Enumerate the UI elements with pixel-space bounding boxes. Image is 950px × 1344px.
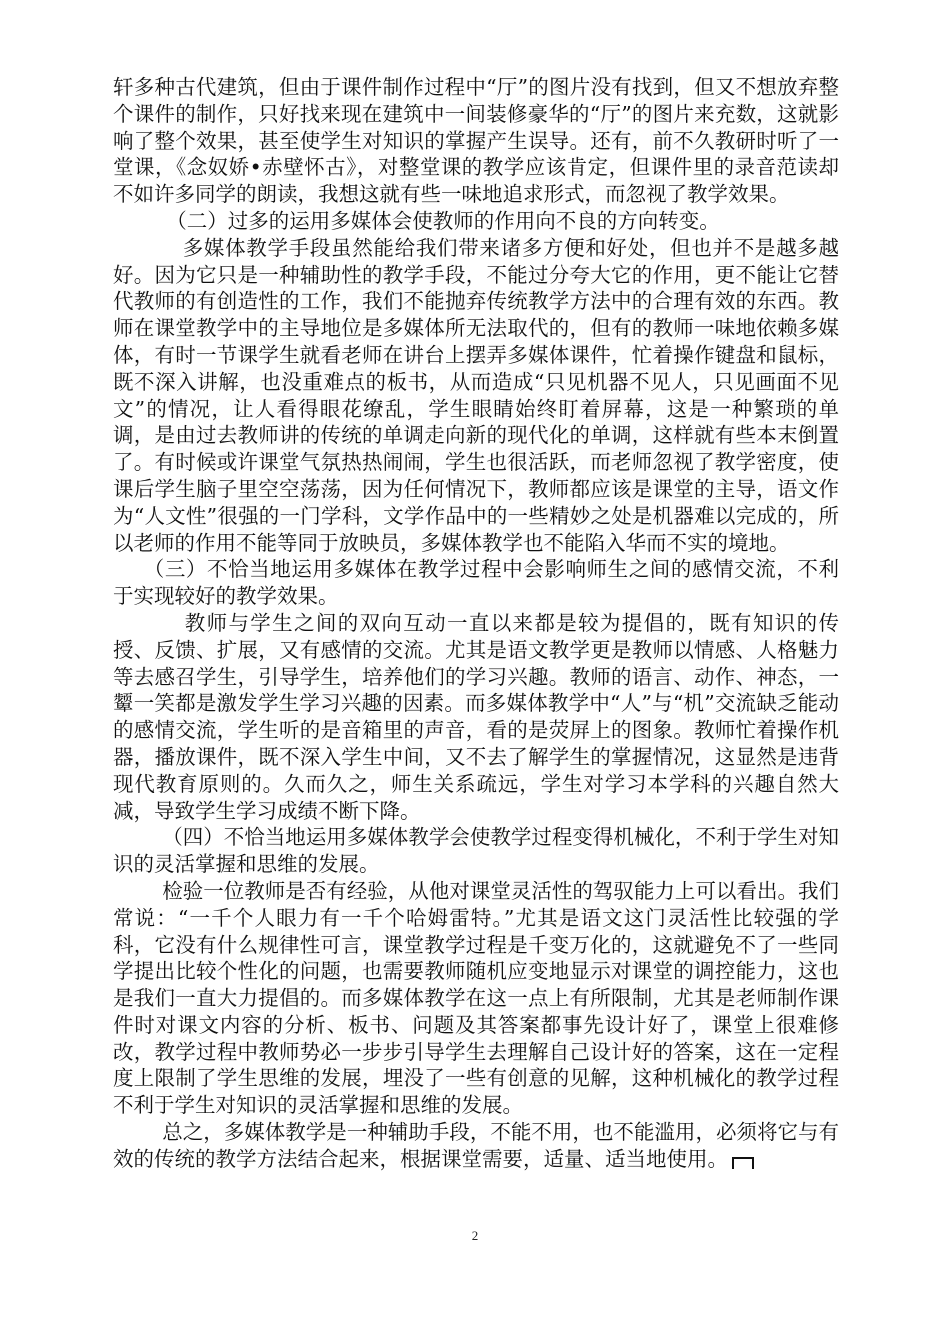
section-heading-2: （二）过多的运用多媒体会使教师的作用向不良的方向转变。 (166, 208, 720, 233)
section-heading-3: （三）不恰当地运用多媒体在教学过程中会影响师生之间的感情交流，不利于实现较好的教学效果。 (113, 557, 839, 609)
paragraph-section-2: 多媒体教学手段虽然能给我们带来诸多方便和好处，但也并不是越多越好。因为它只是一种辅助性的教学手段，不能过分夸大它的作用，更不能让它替代教师的有创造性的工作，我们不能抛弃传统教学方法中的合理有效的东西。教师在课堂教学中的主导地位是多媒体所无法取代的，但有的教师一味地依赖多媒体，有时一节课学生就看老师在讲台上摆弄多媒体课件，忙着操作键盘和鼠标，既不深入讲解，也没重难点的板书，从而造成“只见机器不见人，只见画面不见文”的情况，让人看得眼花缭乱，学生眼睛始终盯着屏幕，这是一种繁琐的单调，是由过去教师讲的传统的单调走向新的现代化的单调，这样就有些本末倒置了。有时候或许课堂气氛热热闹闹，学生也很活跃，而老师忽视了教学密度，使课后学生脑子里空空荡荡，因为任何情况下，教师都应该是课堂的主导，语文作为“人文性”很强的一门学科，文学作品中的一些精妙之处是机器难以完成的，所以老师的作用不能等同于放映员，多媒体教学也不能陷入华而不实的境地。 (113, 235, 839, 555)
paragraph-section-4: 检验一位教师是否有经验，从他对课堂灵活性的驾驭能力上可以看出。我们常说：“一千个人眼力有一千个哈姆雷特。”尤其是语文这门灵活性比较强的学科，它没有什么规律性可言，课堂教学过程是千变万化的，这就避免不了一些同学提出比较个性化的问题，也需要教师随机应变地显示对课堂的调控能力，这也是我们一直大力提倡的。而多媒体教学在这一点上有所限制，尤其是老师制作课件时对课文内容的分析、板书、问题及其答案都事先设计好了，课堂上很难修改，教学过程中教师势必一步步引导学生去理解自己设计好的答案，这在一定程度上限制了学生思维的发展，埋没了一些有创意的见解，这种机械化的教学过程不利于学生对知识的灵活掌握和思维的发展。 (113, 878, 839, 1118)
page-number: 2 (471, 1228, 479, 1243)
document-body (113, 74, 839, 1173)
paragraph-continued: 轩多种古代建筑，但由于课件制作过程中“厅”的图片没有找到，但又不想放弃整个课件的制作，只好找来现在建筑中一间装修豪华的“厅”的图片来充数，这就影响了整个效果，甚至使学生对知识的掌握产生误导。还有，前不久教研时听了一堂课，《念奴娇•赤壁怀古》，对整堂课的教学应该肯定，但课件里的录音范读却不如许多同学的朗读，我想这就有些一味地追求形式，而忽视了教学效果。 (113, 75, 839, 207)
summary-text: 总之，多媒体教学是一种辅助手段，不能不用，也不能滥用，必须将它与有效的传统的教学方法结合起来，根据课堂需要，适量、适当地使用。 (113, 1120, 839, 1171)
paragraph-summary (113, 1119, 839, 1173)
paragraph-section-3: 教师与学生之间的双向互动一直以来都是较为提倡的，既有知识的传授、反馈、扩展，又有感情的交流。尤其是语文教学更是教师以情感、人格魅力等去感召学生，引导学生，培养他们的学习兴趣。教师的语言、动作、神态，一颦一笑都是激发学生学习兴趣的因素。而多媒体教学中“人”与“机”交流缺乏能动的感情交流，学生听的是音箱里的声音，看的是荧屏上的图象。教师忙着操作机器，播放课件，既不深入学生中间，又不去了解学生的掌握情况，这显然是违背现代教育原则的。久而久之，师生关系疏远，学生对学习本学科的兴趣自然大减，导致学生学习成绩不断下降。 (113, 610, 839, 823)
edit-mark-icon (732, 1157, 754, 1169)
section-heading-4: （四）不恰当地运用多媒体教学会使教学过程变得机械化，不利于学生对知识的灵活掌握和思维的发展。 (113, 825, 839, 877)
